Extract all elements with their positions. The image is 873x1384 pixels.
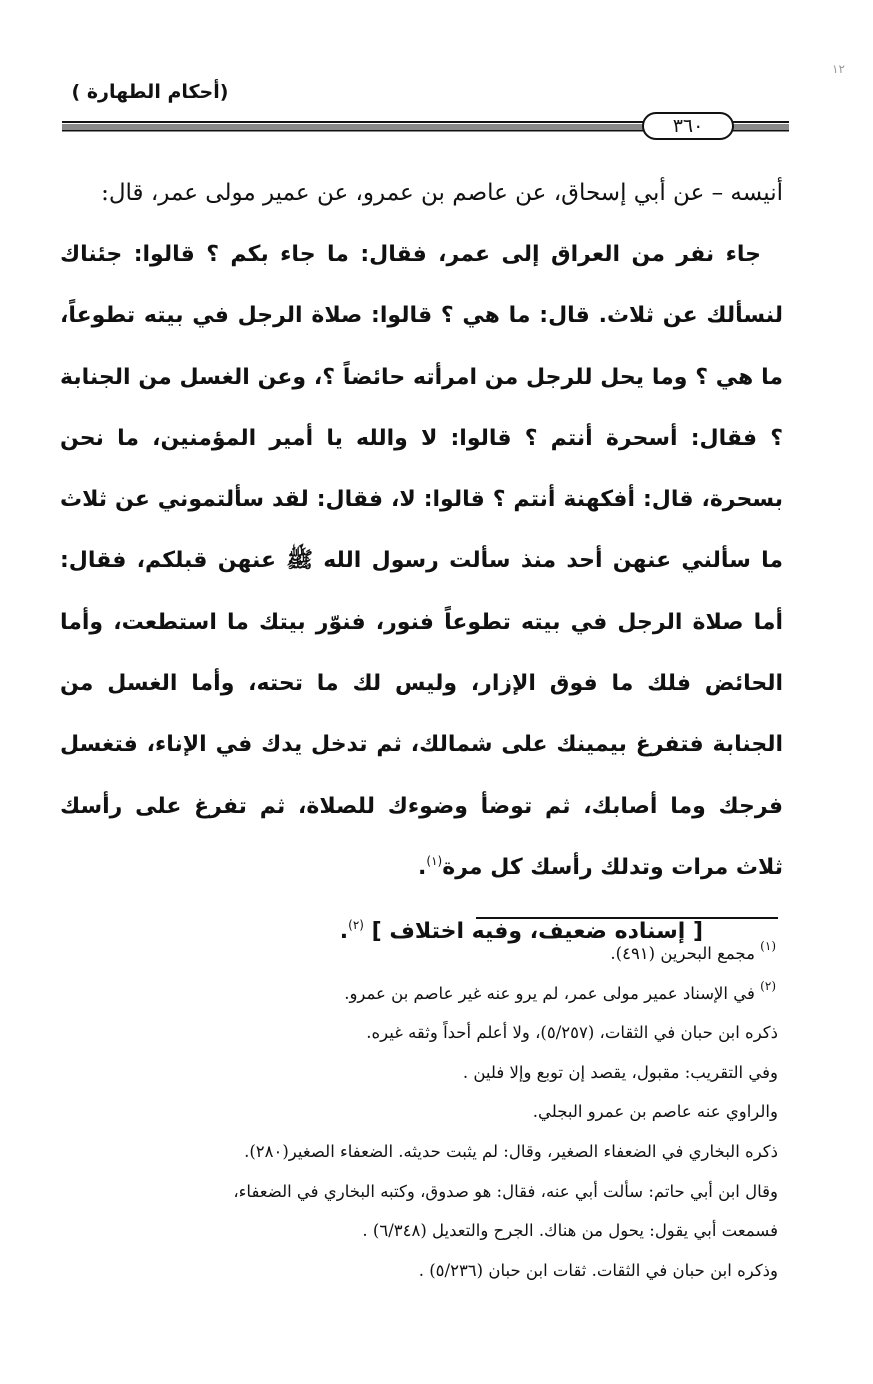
footnote-line: ذكره البخاري في الضعفاء الصغير، وقال: لم يثبت حديثه. الضعفاء الصغير(٢٨٠). <box>244 1141 778 1161</box>
footnote-line: فسمعت أبي يقول: يحول من هناك. الجرح والتعديل (٦/٣٤٨) . <box>362 1221 778 1241</box>
footnote-line: وذكره ابن حبان في الثقات. ثقات ابن حبان (٥/٢٣٦) . <box>418 1260 778 1280</box>
footnote-2 <box>68 974 778 1014</box>
narration-end: . <box>418 854 427 880</box>
footnote-line: والراوي عنه عاصم بن عمرو البجلي. <box>532 1102 778 1122</box>
book-title: (أحكام الطهارة ) <box>71 81 229 103</box>
page-number: ٣٦٠ <box>642 112 734 140</box>
grading-text: [ إسناده ضعيف، وفيه اختلاف ] <box>371 919 703 945</box>
main-text <box>60 164 783 960</box>
footnote-1 <box>68 934 778 974</box>
footnote-line: ذكره ابن حبان في الثقات، (٥/٢٥٧)، ولا أعلم أحداً وثقه غيره. <box>366 1023 778 1043</box>
footnotes <box>68 934 778 1290</box>
narration-text: جاء نفر من العراق إلى عمر، فقال: ما جاء بكم ؟ قالوا: جئناك لنسألك عن ثلاث. قال: ما هي ؟ قالوا: صلاة الرجل في بيته تطوعاً، ما هي ؟ وما يحل للرجل من امرأته حائضاً ؟، وعن الغسل من الجنابة ؟ فقال: أسحرة أنتم ؟ قالوا: لا والله يا أمير المؤمنين، ما نحن بسحرة، قال: أفكهنة أنتم ؟ قالوا: لا، فقال: لقد سألتموني عن ثلاث ما سألني عنهن أحد منذ سألت رسول الله ﷺ عنهن قبلكم، فقال: أما صلاة الرجل في بيته تطوعاً فنور، فنوّر بيتك ما استطعت، وأما الحائض فلك ما فوق الإزار، وليس لك ما تحته، وأما الغسل من الجنابة فتفرغ بيمينك على شمالك، ثم تدخل يدك في الإناء، فتغسل فرجك وما أصابك، ثم توضأ وضوءك للصلاة، ثم تفرغ على رأسك ثلاث مرات وتدلك رأسك كل مرة <box>60 242 783 880</box>
footnote-line: وقال ابن أبي حاتم: سألت أبي عنه، فقال: هو صدوق، وكتبه البخاري في الضعفاء، <box>233 1181 778 1201</box>
footnote-1-text: مجمع البحرين (٤٩١). <box>610 944 755 963</box>
footnote-ref-2[interactable]: (٢) <box>348 918 364 933</box>
footnote-separator <box>476 917 778 919</box>
grading-end: . <box>339 919 349 945</box>
footnote-marker-2: (٢) <box>760 978 776 993</box>
hadith-narration <box>60 224 783 898</box>
corner-mark: ١٢ <box>832 62 845 76</box>
footnote-marker-1: (١) <box>760 939 776 953</box>
intro-line: أنيسه – عن أبي إسحاق، عن عاصم بن عمرو، عن عمير مولى عمر، قال: <box>101 180 783 206</box>
footnote-2-text: في الإسناد عمير مولى عمر، لم يرو عنه غير عاصم بن عمرو. <box>344 983 755 1003</box>
footnote-ref-1[interactable]: (١) <box>426 853 443 868</box>
footnote-line: وفي التقريب: مقبول، يقصد إن توبع وإلا فلين . <box>462 1062 778 1082</box>
